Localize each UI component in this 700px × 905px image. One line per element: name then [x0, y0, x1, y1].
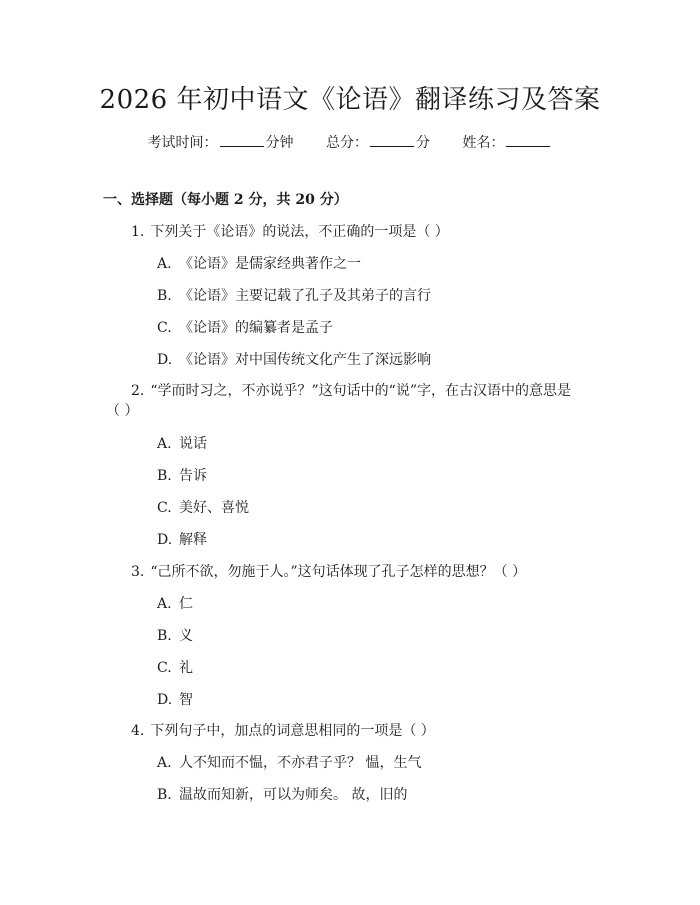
total-score-field — [326, 135, 430, 151]
question-number: 4. — [131, 723, 145, 739]
option-letter: C. — [157, 320, 172, 336]
option-letter: B. — [157, 468, 172, 484]
option-text: 美好、喜悦 — [179, 500, 249, 516]
option-letter: B. — [157, 288, 172, 304]
option-letter: A. — [157, 256, 172, 272]
total-score-unit: 分 — [416, 135, 430, 151]
question-text: “己所不欲，勿施于人。”这句话体现了孔子怎样的思想？（ ） — [150, 564, 527, 580]
option-letter: A. — [157, 596, 172, 612]
option-text: 温故而知新，可以为师矣。 故，旧的 — [179, 787, 408, 803]
option-text: 义 — [179, 628, 193, 644]
exam-time-field — [148, 135, 294, 151]
question-1-option-c[interactable] — [157, 318, 333, 338]
name-field — [462, 135, 552, 151]
question-text: “学而时习之，不亦说乎？”这句话中的“说”字，在古汉语中的意思是 — [150, 383, 571, 399]
exam-time-unit: 分钟 — [265, 135, 294, 151]
option-letter: A. — [157, 755, 172, 771]
question-3-stem — [131, 562, 526, 582]
question-4-option-a[interactable] — [157, 753, 421, 773]
exam-time-blank[interactable] — [220, 132, 264, 147]
question-4-stem — [131, 721, 435, 741]
question-3-option-c[interactable] — [157, 658, 193, 678]
option-letter: C. — [157, 660, 172, 676]
option-text: 仁 — [179, 596, 193, 612]
question-1-option-a[interactable] — [157, 254, 361, 274]
question-1-option-b[interactable] — [157, 286, 431, 306]
option-text: 《论语》主要记载了孔子及其弟子的言行 — [179, 288, 431, 304]
name-label: 姓名： — [462, 135, 505, 151]
question-number: 2. — [131, 383, 145, 399]
question-3-option-a[interactable] — [157, 594, 193, 614]
question-2-stem-continued: （ ） — [106, 403, 139, 419]
section-heading: 一、选择题（每小题 2 分，共 20 分） — [103, 192, 348, 208]
question-2-option-a[interactable] — [157, 434, 207, 454]
question-2-option-d[interactable] — [157, 530, 207, 550]
total-score-blank[interactable] — [370, 132, 414, 147]
question-number: 3. — [131, 564, 145, 580]
question-4-option-b[interactable] — [157, 785, 407, 805]
option-letter: D. — [157, 532, 173, 548]
option-text: 礼 — [179, 660, 193, 676]
option-letter: B. — [157, 787, 172, 803]
option-letter: A. — [157, 436, 172, 452]
exam-meta — [0, 132, 700, 153]
question-text: 下列关于《论语》的说法，不正确的一项是（ ） — [150, 224, 449, 240]
option-letter: D. — [157, 692, 173, 708]
question-3-option-d[interactable] — [157, 690, 193, 710]
option-letter: D. — [157, 352, 173, 368]
option-letter: B. — [157, 628, 172, 644]
option-text: 人不知而不愠，不亦君子乎？ 愠，生气 — [179, 755, 422, 771]
question-number: 1. — [131, 224, 145, 240]
option-text: 《论语》是儒家经典著作之一 — [179, 256, 361, 272]
question-3-option-b[interactable] — [157, 626, 193, 646]
option-text: 《论语》的编纂者是孟子 — [179, 320, 333, 336]
question-1-stem — [131, 222, 449, 242]
option-text: 说话 — [179, 436, 207, 452]
total-score-label: 总分： — [326, 135, 368, 151]
question-text: 下列句子中，加点的词意思相同的一项是（ ） — [150, 723, 435, 739]
name-blank[interactable] — [506, 132, 550, 147]
question-2-option-b[interactable] — [157, 466, 207, 486]
option-letter: C. — [157, 500, 172, 516]
question-1-option-d[interactable] — [157, 350, 431, 370]
option-text: 解释 — [179, 532, 207, 548]
exam-time-label: 考试时间： — [147, 135, 218, 151]
question-2-option-c[interactable] — [157, 498, 249, 518]
option-text: 智 — [179, 692, 193, 708]
option-text: 《论语》对中国传统文化产生了深远影响 — [179, 352, 431, 368]
option-text: 告诉 — [179, 468, 207, 484]
question-2-stem — [131, 381, 571, 401]
page-title: 2026 年初中语文《论语》翻译练习及答案 — [99, 85, 601, 115]
